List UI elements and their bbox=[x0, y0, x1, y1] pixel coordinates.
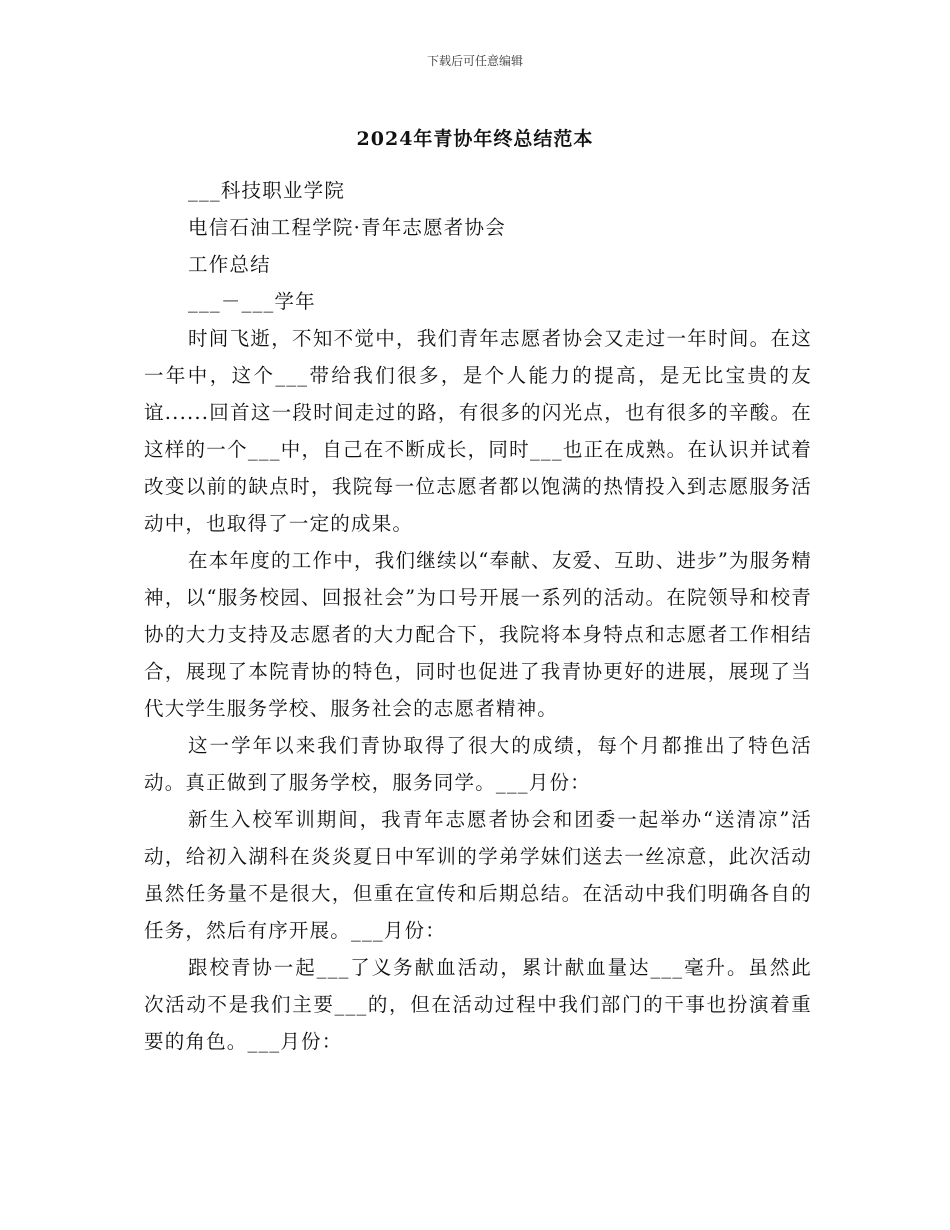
page-header: 下载后可任意编辑 bbox=[426, 54, 523, 68]
paragraph-spirit: 在本年度的工作中，我们继续以“奉献、友爱、互助、进步”为服务精神，以“服务校园、回报社会”为口号开展一系列的活动。在院领导和校青协的大力支持及志愿者的大力配合下，我院将本身特点和志愿者工作相结合，展现了本院青协的特色，同时也促进了我青协更好的进展，展现了当代大学生服务学校、服务社会的志愿者精神。 bbox=[144, 549, 812, 720]
document-title: 2024年青协年终总结范本 bbox=[356, 128, 594, 150]
document-body bbox=[144, 172, 812, 1060]
association-name-line: 电信石油工程学院·青年志愿者协会 bbox=[188, 216, 506, 239]
paragraph-achievements: 这一学年以来我们青协取得了很大的成绩，每个月都推出了特色活动。真正做到了服务学校，服务同学。___月份： bbox=[144, 734, 812, 794]
report-type-line: 工作总结 bbox=[188, 253, 271, 276]
college-name-line: ___科技职业学院 bbox=[188, 179, 346, 202]
paragraph-intro: 时间飞逝，不知不觉中，我们青年志愿者协会又走过一年时间。在这一年中，这个___带给我们很多，是个人能力的提高，是无比宝贵的友谊......回首这一段时间走过的路，有很多的闪光点，也有很多的辛酸。在这样的一个___中，自己在不断成长，同时___也正在成熟。在认识并试着改变以前的缺点时，我院每一位志愿者都以饱满的热情投入到志愿服务活动中，也取得了一定的成果。 bbox=[144, 327, 812, 535]
academic-year-line: ___－___学年 bbox=[188, 290, 316, 313]
paragraph-blood-donation: 跟校青协一起___了义务献血活动，累计献血量达___毫升。虽然此次活动不是我们主要___的，但在活动过程中我们部门的干事也扮演着重要的角色。___月份： bbox=[144, 956, 812, 1053]
paragraph-military-training: 新生入校军训期间，我青年志愿者协会和团委一起举办“送清凉”活动，给初入湖科在炎炎夏日中军训的学弟学妹们送去一丝凉意，此次活动虽然任务量不是很大，但重在宣传和后期总结。在活动中我们明确各自的任务，然后有序开展。___月份： bbox=[144, 808, 812, 942]
